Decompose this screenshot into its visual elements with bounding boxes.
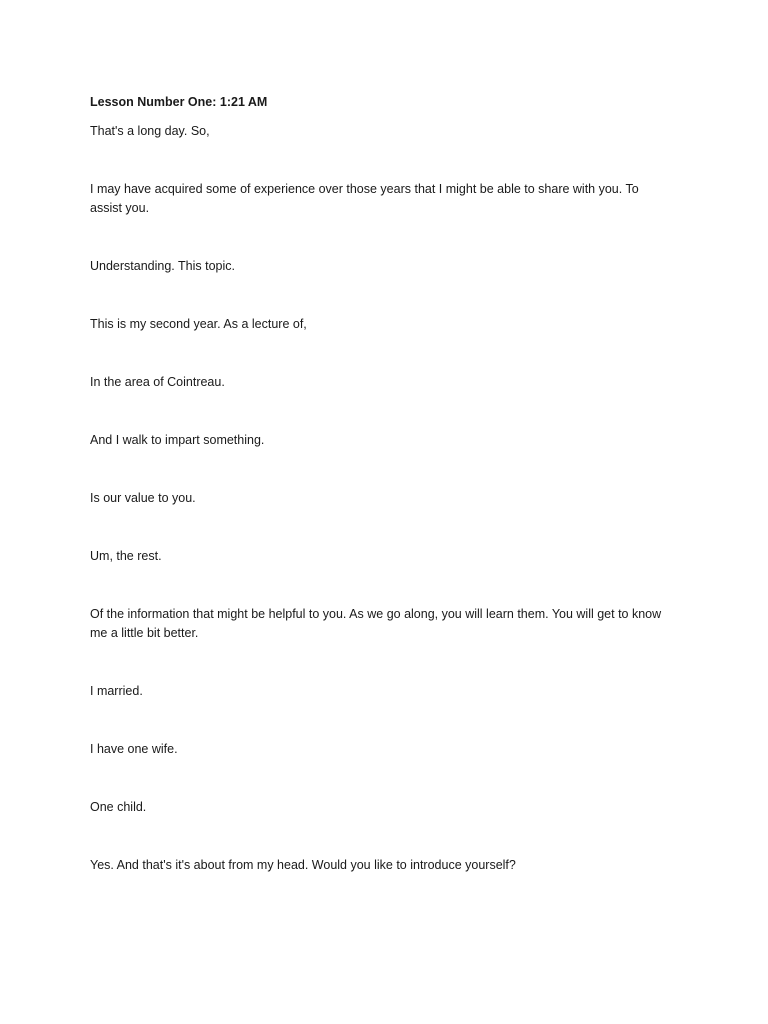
paragraph: Is our value to you. <box>90 491 196 505</box>
paragraph: One child. <box>90 800 147 814</box>
paragraph: That's a long day. So, <box>90 124 210 138</box>
paragraph: I have one wife. <box>90 742 178 756</box>
paragraph: Yes. And that's it's about from my head. Would you like to introduce yourself? <box>90 858 516 872</box>
paragraph: Um, the rest. <box>90 549 162 563</box>
document-body <box>90 93 670 914</box>
paragraph: Of the information that might be helpful to you. As we go along, you will learn them. You will get to know me a little bit better. <box>90 607 662 640</box>
paragraph: I married. <box>90 684 143 698</box>
paragraph: This is my second year. As a lecture of, <box>90 317 307 331</box>
document-title: Lesson Number One: 1:21 AM <box>90 95 268 109</box>
paragraph: In the area of Cointreau. <box>90 375 225 389</box>
paragraph: And I walk to impart something. <box>90 433 265 447</box>
paragraph: I may have acquired some of experience over those years that I might be able to share with you. To assist you. <box>90 182 639 215</box>
paragraph: Understanding. This topic. <box>90 259 235 273</box>
